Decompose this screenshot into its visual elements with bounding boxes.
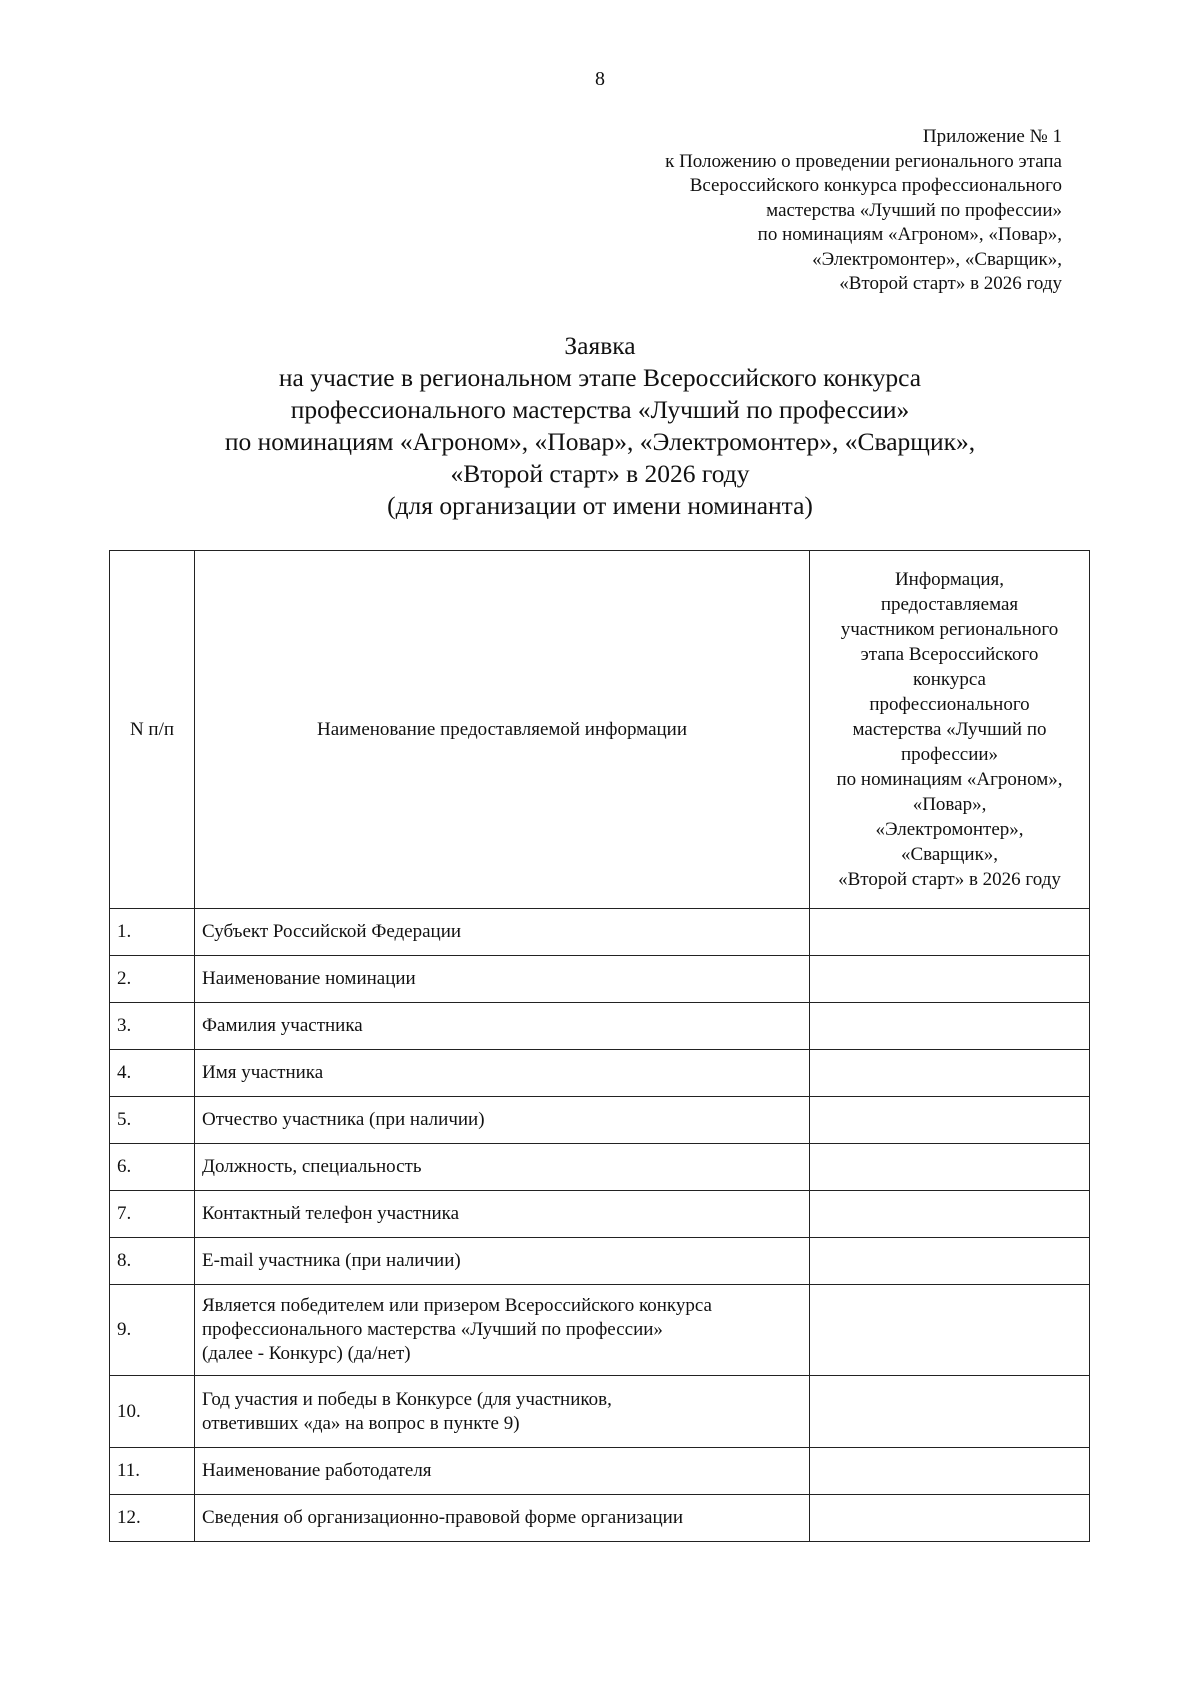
table-row <box>110 1144 1090 1191</box>
header-info-line: этапа Всероссийского <box>860 644 1039 665</box>
row-label <box>195 956 810 1003</box>
header-info-line: «Повар», <box>912 794 987 815</box>
row-number: 11. <box>110 1448 195 1495</box>
row-label-line: ответивших «да» на вопрос в пункте 9) <box>202 1412 520 1434</box>
row-label-line: (далее - Конкурс) (да/нет) <box>202 1343 411 1364</box>
header-info-line: «Второй старт» в 2026 году <box>838 869 1061 890</box>
title-line: профессионального мастерства «Лучший по профессии» <box>290 395 910 424</box>
row-number: 10. <box>110 1376 195 1448</box>
header-info-line: «Сварщик», <box>900 844 999 865</box>
row-label <box>195 1285 810 1376</box>
header-info-line: предоставляемая <box>880 594 1019 615</box>
answer-cell[interactable] <box>810 1238 1090 1285</box>
answer-cell[interactable] <box>810 1097 1090 1144</box>
row-label <box>195 1003 810 1050</box>
table-row <box>110 956 1090 1003</box>
page-number: 8 <box>595 68 605 90</box>
table-row <box>110 1376 1090 1448</box>
row-label-line: Отчество участника (при наличии) <box>202 1109 485 1130</box>
application-table <box>109 550 1090 1542</box>
row-label-line: Фамилия участника <box>202 1015 363 1036</box>
appendix-line: по номинациям «Агроном», «Повар», <box>757 224 1062 245</box>
row-number: 8. <box>110 1238 195 1285</box>
row-label-line: Является победителем или призером Всероссийского конкурса <box>202 1295 712 1316</box>
row-label-line: Контактный телефон участника <box>202 1203 460 1224</box>
header-info-line: конкурса <box>913 669 986 690</box>
row-label-line: Наименование работодателя <box>202 1460 432 1481</box>
table-row <box>110 1495 1090 1542</box>
header-info-line: профессии» <box>900 744 999 765</box>
table-row <box>110 909 1090 956</box>
answer-cell[interactable] <box>810 1191 1090 1238</box>
header-info-line: профессионального <box>869 694 1030 715</box>
appendix-line: «Электромонтер», «Сварщик», <box>812 248 1062 270</box>
header-info-line: Информация, <box>894 569 1005 590</box>
appendix-line: мастерства «Лучший по профессии» <box>766 199 1062 221</box>
table-row <box>110 1097 1090 1144</box>
title-line: Заявка <box>564 331 636 360</box>
row-label <box>195 1376 810 1448</box>
row-number: 7. <box>110 1191 195 1238</box>
row-label <box>195 1448 810 1495</box>
title-line: (для организации от имени номинанта) <box>387 491 813 520</box>
table-row <box>110 1191 1090 1238</box>
row-label-line: E-mail участника (при наличии) <box>202 1250 461 1271</box>
answer-cell[interactable] <box>810 1376 1090 1448</box>
table-row <box>110 1050 1090 1097</box>
appendix-line: Всероссийского конкурса профессионального <box>689 175 1062 196</box>
answer-cell[interactable] <box>810 1144 1090 1191</box>
answer-cell[interactable] <box>810 909 1090 956</box>
answer-cell[interactable] <box>810 1285 1090 1376</box>
row-number: 3. <box>110 1003 195 1050</box>
answer-cell[interactable] <box>810 1448 1090 1495</box>
header-info-line: по номинациям «Агроном», <box>836 769 1063 790</box>
row-label-line: Субъект Российской Федерации <box>202 921 462 942</box>
title-line: по номинациям «Агроном», «Повар», «Электромонтер», «Сварщик», <box>224 427 976 456</box>
row-label-line: профессионального мастерства «Лучший по профессии» <box>202 1319 663 1340</box>
answer-cell[interactable] <box>810 1495 1090 1542</box>
appendix-line: Приложение № 1 <box>922 126 1062 147</box>
row-number: 1. <box>110 909 195 956</box>
appendix-line: к Положению о проведении регионального этапа <box>665 150 1062 172</box>
row-label <box>195 1191 810 1238</box>
header-name: Наименование предоставляемой информации <box>195 551 810 909</box>
row-label <box>195 1495 810 1542</box>
header-num: N п/п <box>110 551 195 909</box>
header-info-line: «Электромонтер», <box>875 819 1024 840</box>
title-line: на участие в региональном этапе Всероссийского конкурса <box>278 363 922 392</box>
row-number: 2. <box>110 956 195 1003</box>
header-info <box>810 551 1090 909</box>
row-label-line: Год участия и победы в Конкурсе (для участников, <box>202 1388 612 1410</box>
table-row <box>110 1238 1090 1285</box>
row-label-line: Имя участника <box>202 1062 324 1083</box>
row-number: 4. <box>110 1050 195 1097</box>
row-label <box>195 909 810 956</box>
header-info-line: мастерства «Лучший по <box>852 719 1047 740</box>
row-number: 5. <box>110 1097 195 1144</box>
document-title <box>0 330 1200 522</box>
row-label-line: Наименование номинации <box>202 968 416 989</box>
table-row <box>110 1448 1090 1495</box>
table-row <box>110 1285 1090 1376</box>
row-label-line: Должность, специальность <box>202 1156 422 1177</box>
title-line: «Второй старт» в 2026 году <box>450 459 750 488</box>
row-number: 9. <box>110 1285 195 1376</box>
header-info-line: участником регионального <box>840 619 1059 640</box>
answer-cell[interactable] <box>810 956 1090 1003</box>
row-label <box>195 1097 810 1144</box>
appendix-note <box>502 125 1062 297</box>
row-label <box>195 1050 810 1097</box>
row-label-line: Сведения об организационно-правовой форме организации <box>202 1507 683 1528</box>
row-label <box>195 1144 810 1191</box>
row-label <box>195 1238 810 1285</box>
answer-cell[interactable] <box>810 1003 1090 1050</box>
row-number: 6. <box>110 1144 195 1191</box>
answer-cell[interactable] <box>810 1050 1090 1097</box>
table-header-row <box>110 551 1090 909</box>
appendix-line: «Второй старт» в 2026 году <box>839 273 1062 294</box>
row-number: 12. <box>110 1495 195 1542</box>
table-row <box>110 1003 1090 1050</box>
